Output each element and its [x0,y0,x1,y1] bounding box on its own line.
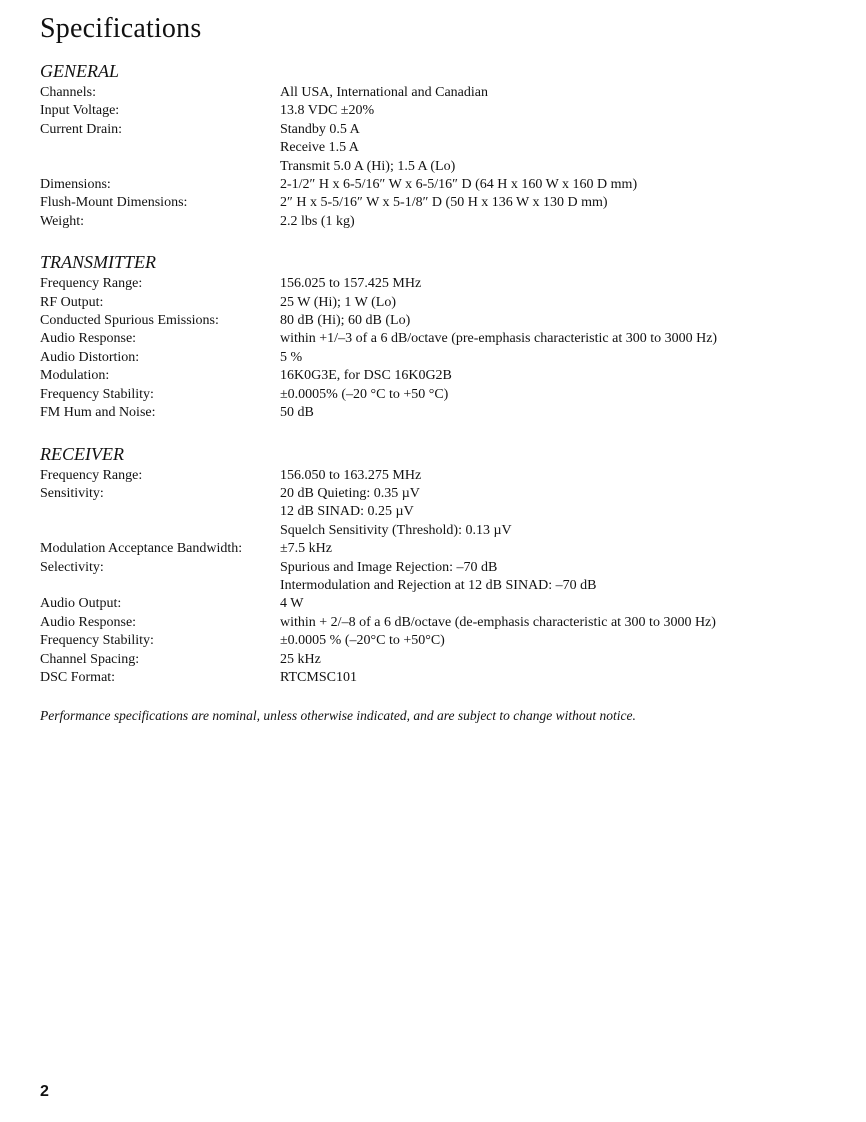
spec-values [280,275,840,293]
spec-values [280,467,840,485]
spec-value: Transmit 5.0 A (Hi); 1.5 A (Lo) [280,158,456,174]
spec-values [280,632,840,650]
spec-row [40,467,840,485]
spec-row [40,194,840,212]
spec-value: within + 2/–8 of a 6 dB/octave (de-emphasis characteristic at 300 to 3000 Hz) [280,614,716,630]
footnote: Performance specifications are nominal, unless otherwise indicated, and are subject to change without notice. [40,708,636,724]
spec-row [40,386,840,404]
spec-value: ±0.0005 % (–20°C to +50°C) [280,633,445,649]
spec-row [40,632,840,650]
spec-label: Channel Spacing: [40,651,140,667]
spec-values [280,121,840,176]
spec-row [40,121,840,176]
spec-value: Intermodulation and Rejection at 12 dB SINAD: –70 dB [280,577,597,593]
spec-section-general [40,60,840,231]
spec-label: Frequency Stability: [40,633,154,649]
spec-label: Selectivity: [40,559,104,575]
spec-row [40,102,840,120]
spec-values [280,595,840,613]
spec-row [40,540,840,558]
spec-row [40,669,840,687]
spec-row [40,312,840,330]
spec-label: Dimensions: [40,177,111,193]
spec-section-transmitter [40,251,840,422]
spec-label: Weight: [40,213,84,229]
spec-value: 4 W [280,596,304,612]
spec-label: Frequency Range: [40,467,143,483]
spec-row [40,275,840,293]
spec-value: 16K0G3E, for DSC 16K0G2B [280,368,452,384]
spec-value: 156.050 to 163.275 MHz [280,467,422,483]
spec-value: Receive 1.5 A [280,140,359,156]
spec-label: DSC Format: [40,669,116,685]
spec-row [40,367,840,385]
spec-values [280,294,840,312]
spec-values [280,176,840,194]
spec-value: 156.025 to 157.425 MHz [280,276,422,292]
spec-values [280,194,840,212]
spec-values [280,349,840,367]
spec-label: RF Output: [40,294,104,310]
spec-label: Sensitivity: [40,485,104,501]
spec-values [280,213,840,231]
spec-row [40,176,840,194]
spec-label: Audio Response: [40,614,137,630]
page-number: 2 [40,1083,49,1100]
spec-value: 2.2 lbs (1 kg) [280,213,355,229]
spec-row [40,404,840,422]
spec-value: 2″ H x 5-5/16″ W x 5-1/8″ D (50 H x 136 W x 130 D mm) [280,195,608,211]
spec-values [280,84,840,102]
spec-values [280,669,840,687]
spec-label: Modulation Acceptance Bandwidth: [40,541,243,557]
spec-row [40,84,840,102]
spec-value: ±0.0005% (–20 °C to +50 °C) [280,386,449,402]
spec-label: Modulation: [40,368,110,384]
spec-values [280,404,840,422]
section-heading: GENERAL [40,61,119,81]
spec-value: 20 dB Quieting: 0.35 µV [280,485,420,501]
spec-values [280,386,840,404]
spec-value: Spurious and Image Rejection: –70 dB [280,559,498,575]
spec-section-receiver [40,443,840,688]
spec-value: Standby 0.5 A [280,121,360,137]
spec-values [280,102,840,120]
spec-values [280,651,840,669]
spec-sections [40,60,840,687]
spec-values [280,614,840,632]
spec-value: Squelch Sensitivity (Threshold): 0.13 µV [280,522,512,538]
spec-values [280,485,840,540]
section-heading: RECEIVER [40,443,124,464]
spec-values [280,540,840,558]
spec-label: Frequency Range: [40,276,143,292]
spec-label: Input Voltage: [40,103,120,119]
spec-value: 80 dB (Hi); 60 dB (Lo) [280,313,411,329]
spec-label: Conducted Spurious Emissions: [40,313,219,329]
spec-values [280,367,840,385]
spec-label: Flush-Mount Dimensions: [40,195,188,211]
spec-row [40,349,840,367]
spec-row [40,213,840,231]
spec-values [280,312,840,330]
spec-row [40,294,840,312]
spec-value: 12 dB SINAD: 0.25 µV [280,504,414,520]
spec-values [280,330,840,348]
spec-label: Audio Distortion: [40,349,140,365]
spec-values [280,559,840,596]
section-heading: TRANSMITTER [40,252,157,273]
spec-value: 5 % [280,349,303,365]
spec-value: within +1/–3 of a 6 dB/octave (pre-emphasis characteristic at 300 to 3000 Hz) [280,331,718,347]
spec-value: All USA, International and Canadian [280,85,489,100]
spec-page [40,12,840,725]
spec-value: 13.8 VDC ±20% [280,103,375,119]
spec-value: 25 kHz [280,651,321,667]
spec-value: RTCMSC101 [280,669,357,685]
spec-value: 50 dB [280,405,314,421]
spec-label: FM Hum and Noise: [40,405,156,421]
spec-label: Current Drain: [40,121,123,137]
page-title: Specifications [40,13,202,44]
spec-label: Audio Response: [40,331,137,347]
spec-label: Frequency Stability: [40,386,154,402]
spec-row [40,614,840,632]
spec-label: Audio Output: [40,596,122,612]
spec-row [40,330,840,348]
spec-row [40,651,840,669]
spec-row [40,485,840,540]
spec-row [40,595,840,613]
spec-label: Channels: [40,85,96,100]
spec-value: 25 W (Hi); 1 W (Lo) [280,294,397,310]
spec-row [40,559,840,596]
spec-value: 2-1/2″ H x 6-5/16″ W x 6-5/16″ D (64 H x 160 W x 160 D mm) [280,177,638,193]
spec-value: ±7.5 kHz [280,541,333,557]
